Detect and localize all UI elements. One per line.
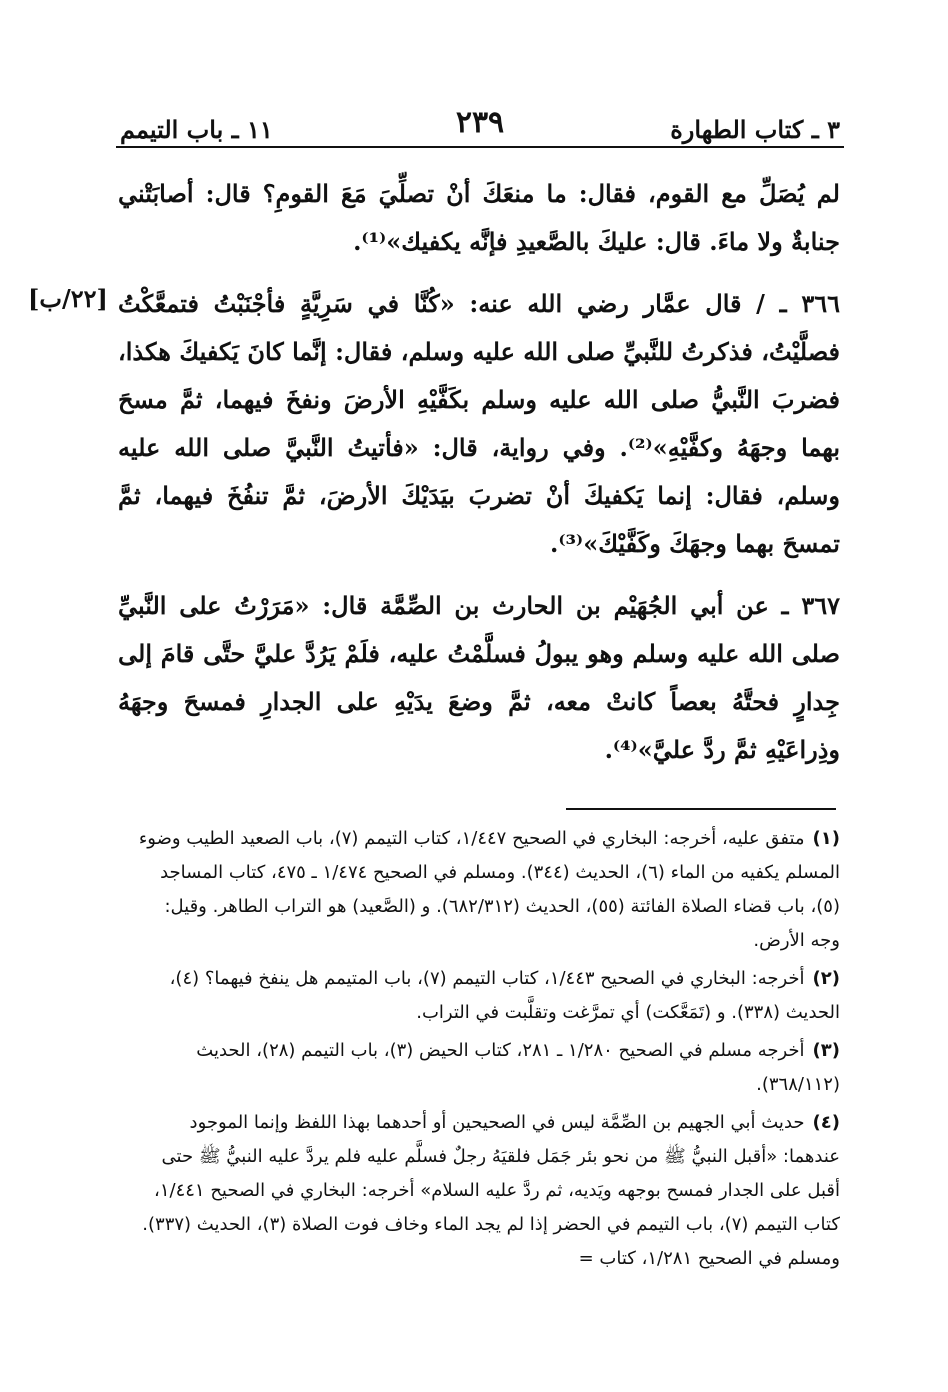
footnote-rule <box>566 808 836 810</box>
footnote <box>130 1106 840 1276</box>
header-chapter: ٣ ـ كتاب الطهارة <box>670 115 840 144</box>
page-number: ٢٣٩ <box>455 105 505 140</box>
header-rule <box>116 146 844 148</box>
footnote-number: (٢) <box>812 968 840 989</box>
footnote-text: حديث أبي الجهيم بن الصِّمَّة ليس في الصحيحين أو أحدهما بهذا اللفظ وإنما الموجود عندهما: «أقبل النبيُّ ﷺ من نحو بئر جَمَل فلقيَهُ رجلٌ فسلَّم عليه فلم يردَّ عليه النبيُّ ﷺ حتى أقبل على الجدار فمسح بوجهه ويَديه، ثم ردَّ عليه السلام» أخرجه: البخاري في الصحيح ١/٤٤١، كتاب التيمم (٧)، باب التيمم في الحضر إذا لم يجد الماء وخاف فوت الصلاة (٣)، الحديث (٣٣٧). ومسلم في الصحيح ١/٢٨١، كتاب = <box>142 1112 840 1269</box>
paragraph: ٣٦٦ ـ / قال عمَّار رضي الله عنه: «كُنَّا في سَرِيَّةٍ فأجْنَبْتُ فتمعَّكْتُ فصلَّيْتُ، فذكرتُ للنَّبيِّ صلى الله عليه وسلم، فقال: إنَّما كانَ يَكفيكَ هكذا، فضربَ النَّبيُّ صلى الله عليه وسلم بكَفَّيْهِ الأرضَ ونفخَ فيهما، ثمَّ مسحَ بهما وجهَهُ وكفَّيْهِ»⁽²⁾. وفي رواية، قال: «فأتيتُ النَّبيَّ صلى الله عليه وسلم، فقال: إنما يَكفيكَ أنْ تضربَ بيَدَيْكَ الأرضَ، ثمَّ تنفُخَ فيهما، ثمَّ تمسحَ بهما وجهَكَ وكَفَّيْكَ»⁽³⁾. <box>118 289 841 558</box>
header-section: ١١ ـ باب التيمم <box>120 115 273 144</box>
main-text <box>118 170 840 774</box>
footnote <box>130 1034 840 1102</box>
paragraph: لم يُصَلِّ مع القوم، فقال: ما منعَكَ أنْ تصلِّيَ مَعَ القومِ؟ قال: أصابَتْني جنابةٌ ولا ماءَ. قال: عليكَ بالصَّعيدِ فإنَّه يكفيك»⁽¹⁾. <box>118 179 840 256</box>
footnote-number: (١) <box>812 828 840 849</box>
paragraph: ٣٦٧ ـ عن أبي الجُهَيْم بن الحارث بن الصِّمَّة قال: «مَرَرْتُ على النَّبيِّ صلى الله عليه وسلم وهو يبولُ فسلَّمْتُ عليه، فلَمْ يَرُدَّ عليَّ حتَّى قامَ إلى جِدارٍ فحتَّهُ بعصاً كانتْ معه، ثمَّ وضعَ يدَيْهِ على الجدارِ فمسحَ وجهَهُ وذِراعَيْهِ ثمَّ ردَّ عليَّ»⁽⁴⁾. <box>118 591 840 764</box>
footnotes <box>130 822 840 1280</box>
footnote-text: متفق عليه، أخرجه: البخاري في الصحيح ١/٤٤٧، كتاب التيمم (٧)، باب الصعيد الطيب وضوء المسلم يكفيه من الماء (٦)، الحديث (٣٤٤). ومسلم في الصحيح ١/٤٧٤ ـ ٤٧٥، كتاب المساجد (٥)، باب قضاء الصلاة الفائتة (٥٥)، الحديث (٦٨٢/٣١٢). و (الصَّعيد) هو التراب الطاهر. وقيل: وجه الأرض. <box>138 828 840 951</box>
margin-marker: [٢٢/ب] <box>28 284 108 313</box>
footnote <box>130 822 840 958</box>
footnote <box>130 962 840 1030</box>
footnote-number: (٣) <box>812 1040 840 1061</box>
page-header <box>120 96 840 144</box>
footnote-text: أخرجه: البخاري في الصحيح ١/٤٤٣، كتاب التيمم (٧)، باب المتيمم هل ينفخ فيهما؟ (٤)، الحديث (٣٣٨). و (تَمَعَّكت) أي تمرَّغت وتقلَّبت في التراب. <box>169 968 840 1023</box>
footnote-text: أخرجه مسلم في الصحيح ١/٢٨٠ ـ ٢٨١، كتاب الحيض (٣)، باب التيمم (٢٨)، الحديث (٣٦٨/١١٢). <box>196 1040 840 1095</box>
footnote-number: (٤) <box>812 1112 840 1133</box>
